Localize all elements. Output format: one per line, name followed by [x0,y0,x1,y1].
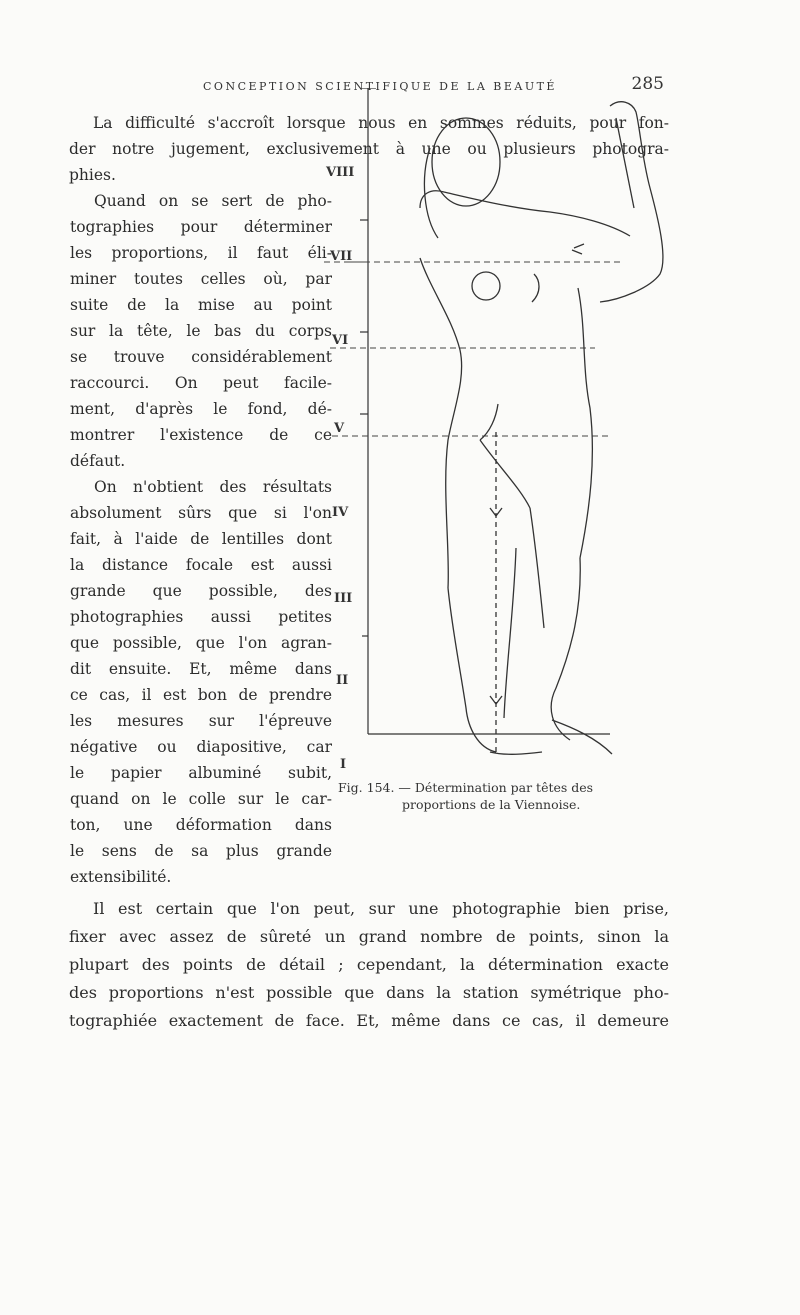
text-line: tographies pour déterminer [70,218,332,236]
text-line: raccourci. On peut facile- [70,374,332,392]
text-line: quand on le colle sur le car- [70,790,332,808]
column-paragraph-2 [70,474,332,890]
text-line: montrer l'existence de ce [70,426,332,444]
text-line: ton, une déformation dans [70,816,332,834]
text-line: les proportions, il faut éli- [70,244,332,262]
figure-outline [420,102,663,755]
text-line: On n'obtient des résultats [94,478,332,496]
page-number: 285 [631,74,664,94]
scale-label: VII [330,249,353,264]
scale-label: VIII [326,165,355,180]
scale-label: III [334,591,353,606]
text-line: absolument sûrs que si l'on [70,504,332,522]
scale-label: V [334,421,345,436]
text-line: se trouve considérablement [70,348,332,366]
column-paragraph-1 [70,188,332,474]
text-line: négative ou diapositive, car [70,738,332,756]
text-line: des proportions n'est possible que dans la station symétrique pho- [69,983,669,1002]
scale-label: VI [332,333,349,348]
text-line: La difficulté s'accroît lorsque nous en sommes réduits, pour fon- [93,114,669,132]
text-line: fixer avec assez de sûreté un grand nombre de points, sinon la [69,927,669,946]
text-line: sur la tête, le bas du corps [70,322,332,340]
text-line: grande que possible, des [70,582,332,600]
text-line: der notre jugement, exclusivement à une ou plusieurs photogra- [69,140,669,158]
caption-line: Fig. 154. — Détermination par têtes des [338,780,594,795]
proportion-figure [320,88,665,788]
text-line: défaut. [70,452,126,470]
scale-label: I [340,757,347,772]
running-title: CONCEPTION SCIENTIFIQUE DE LA BEAUTÉ [203,80,557,93]
text-line: ment, d'après le fond, dé- [70,400,332,418]
scale-label: IV [332,505,349,520]
text-line: le papier albuminé subit, [70,764,332,782]
text-line: fait, à l'aide de lentilles dont [70,530,332,548]
text-line: phies. [69,166,116,184]
text-line: extensibilité. [70,868,172,886]
closing-paragraph [69,895,669,1035]
figure-caption [338,779,668,813]
text-line: tographiée exactement de face. Et, même dans ce cas, il demeure [69,1011,669,1030]
text-line: miner toutes celles où, par [70,270,332,288]
text-line: la distance focale est aussi [70,556,332,574]
text-line: plupart des points de détail ; cependant, la détermination exacte [69,955,669,974]
text-line: Quand on se sert de pho- [94,192,332,210]
text-line: dit ensuite. Et, même dans [70,660,332,678]
text-line: Il est certain que l'on peut, sur une photographie bien prise, [93,899,669,918]
head-scale-labels [325,165,354,772]
text-line: le sens de sa plus grande [70,842,332,860]
text-line: ce cas, il est bon de prendre [70,686,332,704]
text-line: suite de la mise au point [70,296,332,314]
text-line: photographies aussi petites [70,608,332,626]
text-line: les mesures sur l'épreuve [70,712,332,730]
caption-line: proportions de la Viennoise. [402,797,581,812]
text-line: que possible, que l'on agran- [70,634,332,652]
scale-label: II [336,673,349,688]
